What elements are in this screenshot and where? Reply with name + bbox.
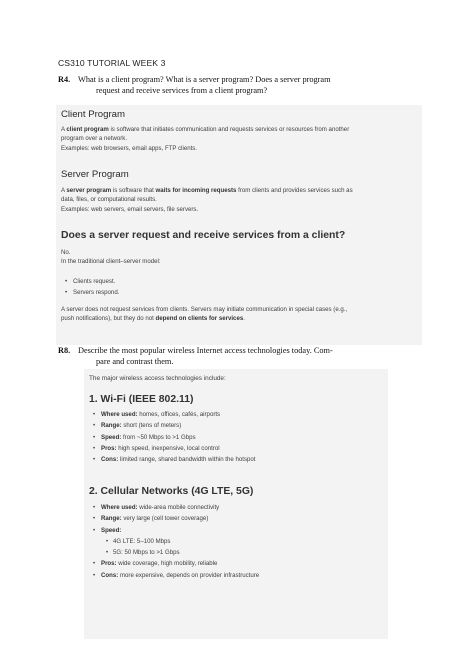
- list-item: • Where used: homes, offices, cafés, airports: [89, 409, 255, 420]
- server-heading: Server Program: [61, 169, 129, 180]
- question-line: What is a client program? What is a server program? Does a server program: [78, 75, 331, 84]
- list-item: • Speed: from ~50 Mbps to >1 Gbps: [89, 432, 255, 443]
- wifi-list: [89, 409, 255, 465]
- note-paragraph: A server does not request services from clients. Servers may initiate communication in special cases (e.g., push notifications), but they do not depend on clients for services.: [61, 306, 348, 323]
- list-item: • Pros: high speed, inexpensive, local control: [89, 443, 255, 454]
- page-title: CS310 TUTORIAL WEEK 3: [58, 58, 166, 68]
- role-list: [61, 276, 119, 299]
- list-item: • Servers respond.: [61, 287, 119, 298]
- question-line: Describe the most popular wireless Internet access technologies today. Com-: [78, 346, 333, 355]
- sub-list-item: • 5G: 50 Mbps to >1 Gbps: [89, 547, 259, 558]
- list-item: • Where used: wide-area mobile connectivity: [89, 502, 259, 513]
- cellular-heading: 2. Cellular Networks (4G LTE, 5G): [89, 486, 254, 497]
- wifi-heading: 1. Wi-Fi (IEEE 802.11): [89, 394, 194, 405]
- list-item: • Clients request.: [61, 276, 119, 287]
- question-number: R8.: [58, 346, 71, 355]
- question-heading: Does a server request and receive services from a client?: [61, 230, 346, 241]
- question-r8: [58, 346, 333, 367]
- server-examples: Examples: web servers, email servers, file servers.: [61, 205, 199, 213]
- client-paragraph: A client program is software that initiates communication and requests services or resources from another program over a network. Examples: web browsers, email apps, FTP clients.: [61, 126, 350, 152]
- answer-paragraph: No. In the traditional client–server model:: [61, 249, 161, 266]
- list-item: • Cons: limited range, shared bandwidth within the hotspot: [89, 454, 255, 465]
- list-item: • Speed:: [89, 525, 259, 536]
- question-r4: [58, 75, 331, 96]
- list-item: • Cons: more expensive, depends on provider infrastructure: [89, 570, 259, 581]
- question-line: request and receive services from a client program?: [96, 85, 268, 95]
- list-item: • Pros: wide coverage, high mobility, reliable: [89, 558, 259, 569]
- intro-text: The major wireless access technologies include:: [89, 375, 226, 382]
- cellular-list: [89, 502, 259, 581]
- question-line: pare and contrast them.: [96, 356, 174, 366]
- client-heading: Client Program: [61, 109, 125, 120]
- sub-list-item: • 4G LTE: 5–100 Mbps: [89, 536, 259, 547]
- question-number: R4.: [58, 75, 71, 84]
- server-paragraph: A server program is software that waits for incoming requests from clients and provides services such as data, files, or computational results. Examples: web servers, email servers, file servers.: [61, 187, 353, 213]
- answer-screenshot-r4: [56, 105, 422, 345]
- client-examples: Examples: web browsers, email apps, FTP clients.: [61, 144, 198, 152]
- list-item: • Range: short (tens of meters): [89, 420, 255, 431]
- answer-screenshot-r8: [84, 369, 388, 639]
- list-item: • Range: very large (cell tower coverage): [89, 513, 259, 524]
